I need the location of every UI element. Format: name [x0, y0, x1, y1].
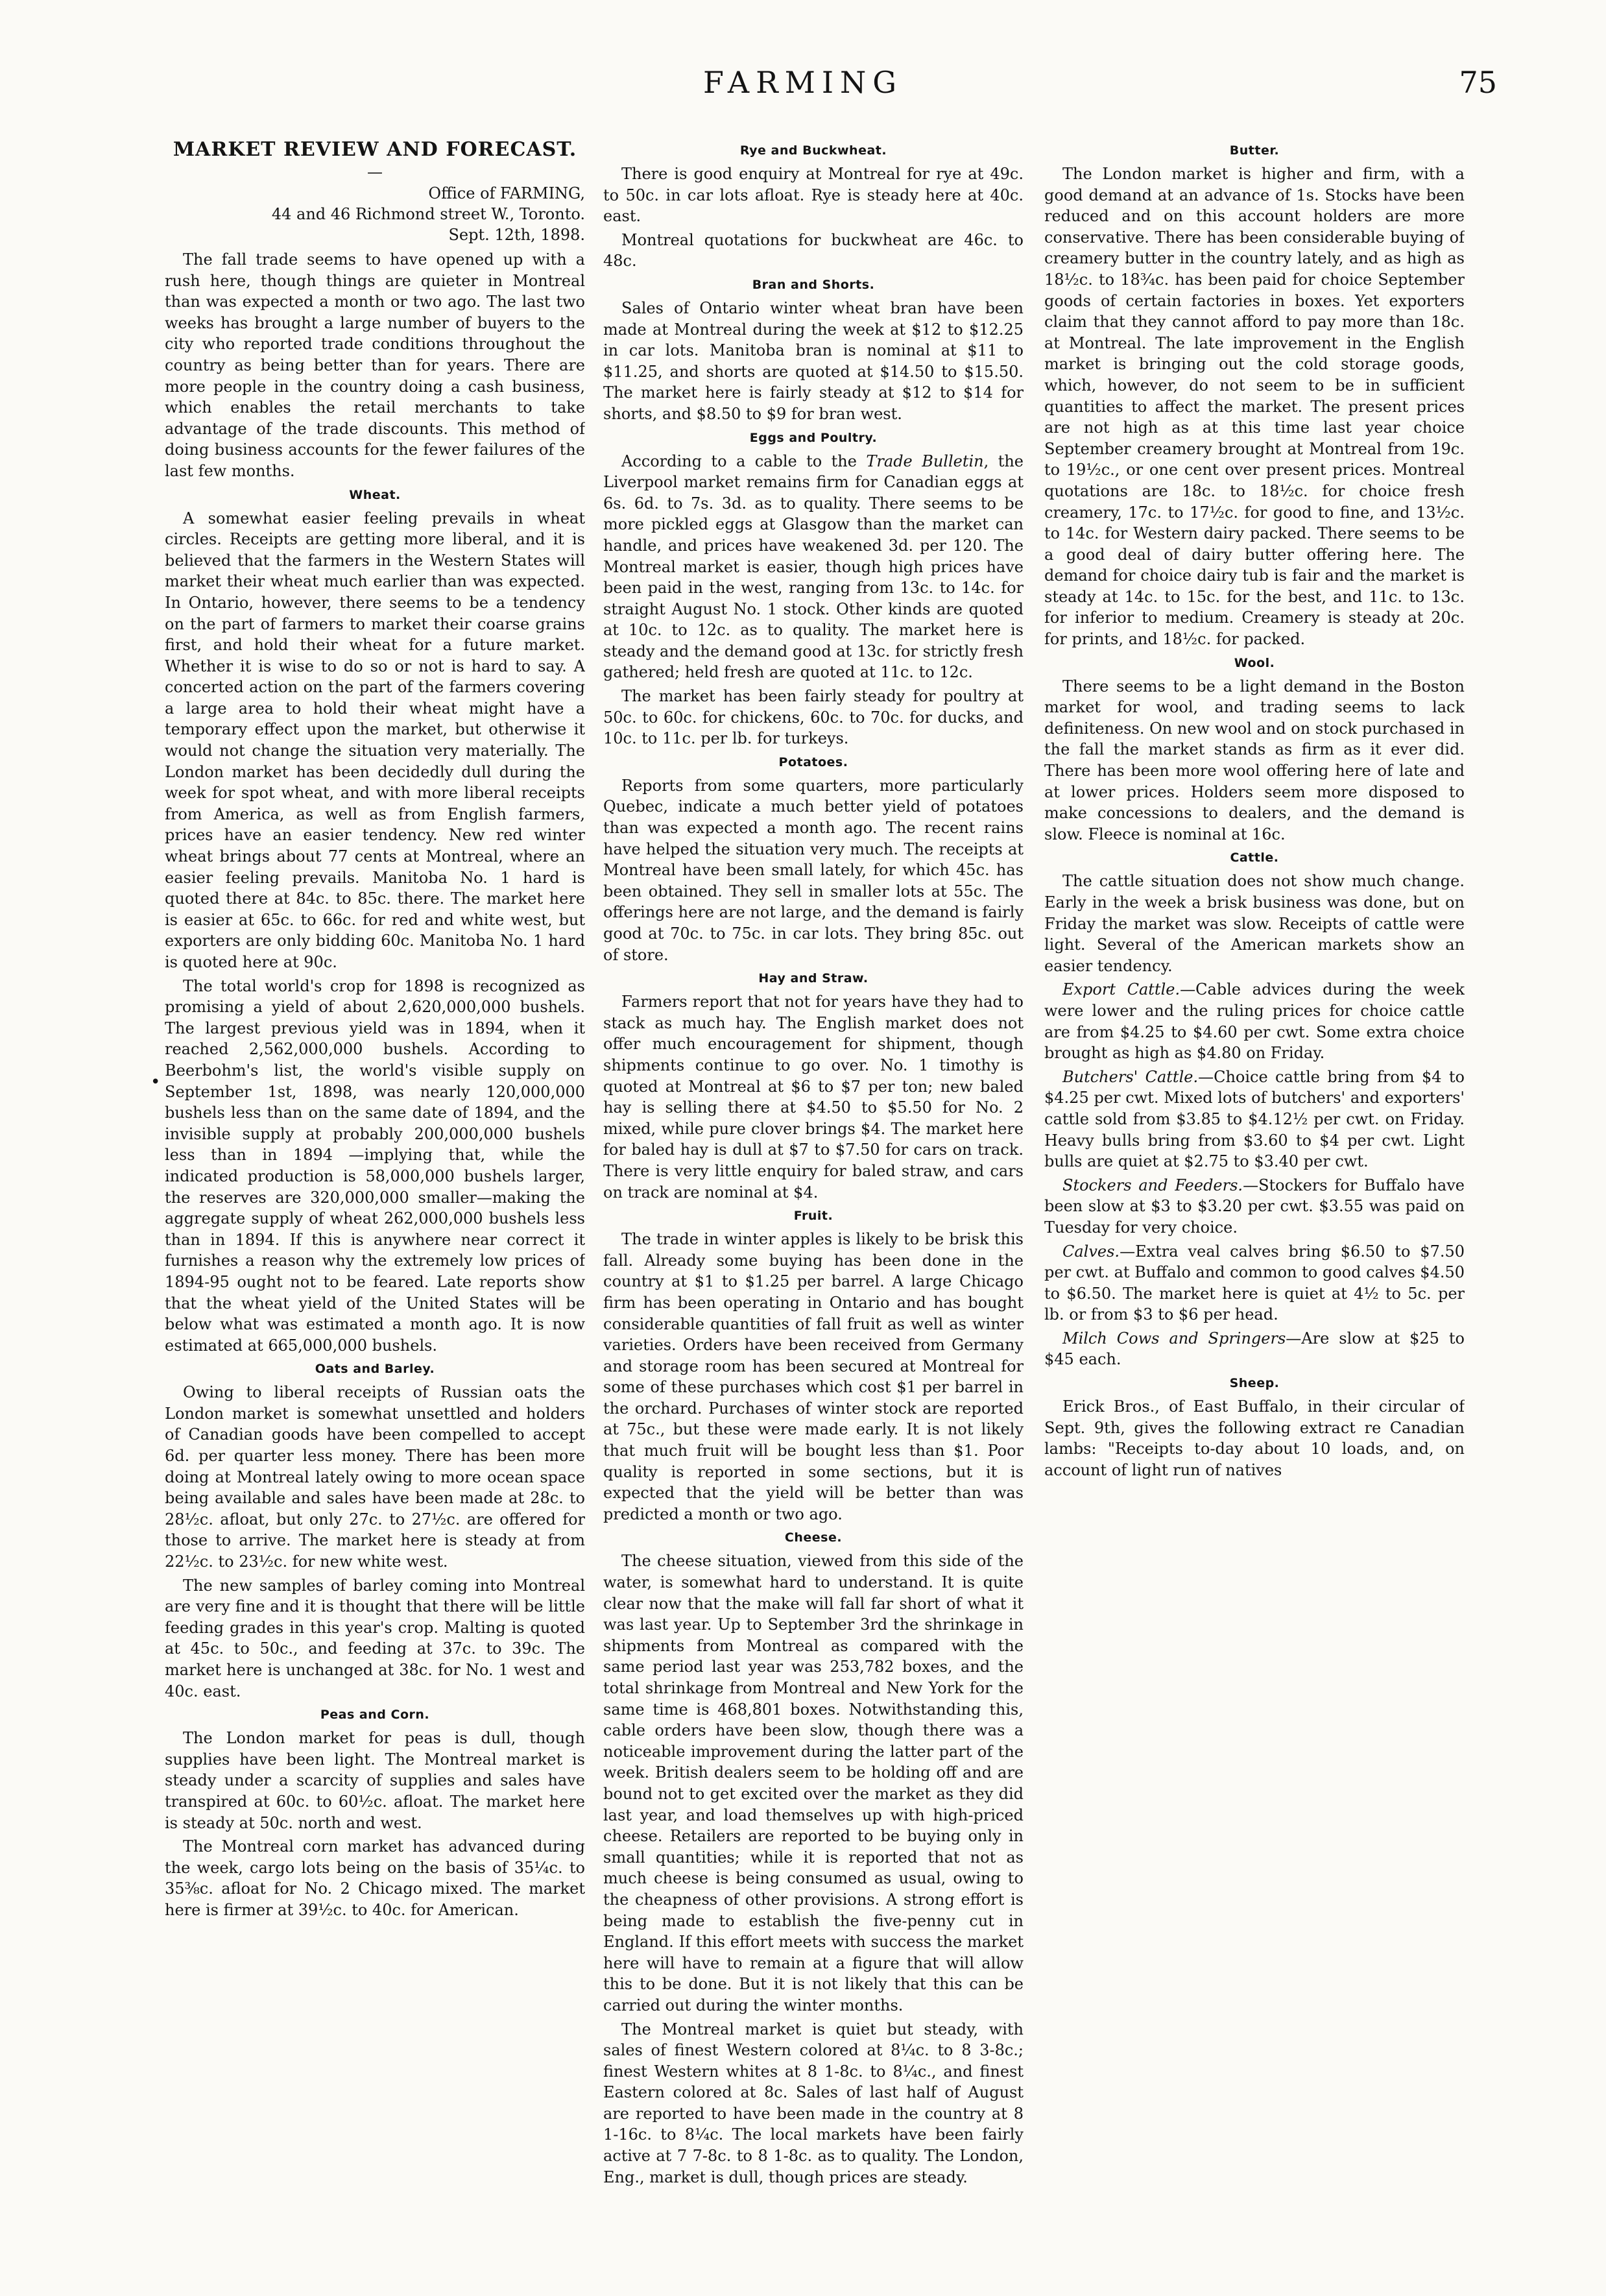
oats-paragraph-1: Owing to liberal receipts of Russian oats the London market is somewhat unsettled and holders of Canadian goods have been compelled to accept 6d. per quarter less money. There has been more doing at Montreal lately owing to more ocean space being available and sales have been made at 28c. to 28½c. afloat, but only 27c. to 27½c. are offered for those to arrive. The market here is steady at from 22½c. to 23½c. for new white west.	[165, 1383, 585, 1571]
rye-paragraph-1: There is good enquiry at Montreal for rye at 49c. to 50c. in car lots afloat. Rye is steady here at 40c. east.	[603, 165, 1024, 226]
cheese-paragraph-2: The Montreal market is quiet but steady, with sales of finest Western colored at 8¼c. to 8 3-8c.; finest Western whites at 8 1-8c. to 8¼c., and finest Eastern colored at 8c. Sales of last half of August are reported to have been made in the country at 8 1-16c. to 8¼c. The local markets have been fairly active at 7 7-8c. to 8 1-8c. as to quality. The London, Eng., market is dull, though prices are steady.	[603, 2020, 1024, 2186]
running-head	[0, 65, 1606, 117]
rye-paragraph-2: Montreal quotations for buckwheat are 46c. to 48c.	[603, 230, 1024, 271]
section-heading-peas: Peas and Corn.	[320, 1708, 430, 1722]
dateline	[165, 183, 585, 245]
calves-label: Calves.	[1062, 1242, 1120, 1261]
calves-paragraph	[1044, 1241, 1465, 1325]
milch-cows-label: Milch Cows and Springers	[1062, 1329, 1286, 1347]
address-line: 44 and 46 Richmond street W., Toronto.	[271, 205, 585, 223]
section-heading-cattle: Cattle.	[1230, 851, 1279, 865]
fruit-paragraph-1: The trade in winter apples is likely to be brisk this fall. Already some buying has been done in the country at $1 to $1.25 per barrel. A large Chicago firm has been operating in Ontario and has bought considerable quantities of fall fruit as well as winter varieties. Orders have been received from Germany and storage room has been secured at Montreal for some of these purchases which cost $1 per barrel in the orchard. Purchases of winter stock are reported at 75c., but these were made early. It is not likely that much fruit will be bought less than $1. Poor quality is reported in some sections, but it is expected that the yield will be better than was predicted a month or two ago.	[603, 1230, 1024, 1523]
export-cattle-paragraph	[1044, 979, 1465, 1063]
wheat-paragraph-1: A somewhat easier feeling prevails in wheat circles. Receipts are getting more liberal, and it is believed that the farmers in the Western States will market their wheat much earlier than was expected. In Ontario, however, there seems to be a tendency on the part of farmers to market their coarse grains first, and hold their wheat for a future market. Whether it is wise to do so or not is hard to say. A concerted action on the part of the farmers covering a large area to hold their wheat might have a temporary effect upon the market, but otherwise it would not change the situation very materially. The London market has been decidedly dull during the week for spot wheat, and with more liberal receipts from America, as well as from English farmers, prices have an easier tendency. New red winter wheat brings about 77 cents at Montreal, where an easier feeling prevails. Manitoba No. 1 hard is quoted there at 84c. to 85c. there. The market here is easier at 65c. to 66c. for red and white west, but exporters are only bidding 60c. Manitoba No. 1 hard is quoted here at 90c.	[165, 509, 585, 971]
section-heading-oats: Oats and Barley.	[315, 1362, 435, 1377]
wheat-paragraph-2: The total world's crop for 1898 is recognized as promising a yield of about 2,620,000,000 bushels. The largest previous yield was in 1894, when it reached 2,562,000,000 bushels. According to Beerbohm's list, the world's visible supply on September 1st, 1898, was nearly 120,000,000 bushels less than on the same date of 1894, and the invisible supply at probably 200,000,000 bushels less than in 1894 —implying that, while the indicated production is 58,000,000 bushels larger, the reserves are 320,000,000 smaller—making the aggregate supply of wheat 262,000,000 bushels less than in 1894. If this is anywhere near correct it furnishes a reason why the extremely low prices of 1894-95 ought not to be feared. Late reports show that the wheat yield of the United States will be below what was estimated a month ago. It is now estimated at 665,000,000 bushels.	[165, 976, 585, 1355]
peas-paragraph-2: The Montreal corn market has advanced during the week, cargo lots being on the basis of 35¼c. to 35⅜c. afloat for No. 2 Chicago mixed. The market here is firmer at 39½c. to 40c. for American.	[165, 1837, 585, 1919]
page-number: 75	[1459, 65, 1497, 100]
eggs-paragraph-1	[603, 451, 1024, 684]
stockers-paragraph	[1044, 1175, 1465, 1239]
section-heading-wheat: Wheat.	[349, 487, 401, 502]
article-title: MARKET REVIEW AND FORECAST.	[173, 138, 577, 161]
wool-paragraph-1: There seems to be a light demand in the Boston market for wool, and trading seems to lack definiteness. On new wool and on stock purchased in the fall the market stands as firm as it ever did. There has been more wool offering here of late and at lower prices. Holders seem more disposed to make concessions to dealers, and the demand is slow. Fleece is nominal at 16c.	[1044, 677, 1465, 843]
butchers-cattle-text: —Choice cattle bring from $4 to $4.25 per cwt. Mixed lots of butchers' and exporters' cattle sold from $3.85 to $4.12½ per cwt. on Friday. Heavy bulls bring from $3.60 to $4 per cwt. Light bulls are quiet at $2.75 to $3.40 per cwt.	[1044, 1067, 1465, 1171]
hay-paragraph-1: Farmers report that not for years have they had to stack as much hay. The English market does not offer much encouragement for shipment, though shipments continue to go over. No. 1 timothy is quoted at Montreal at $6 to $7 per ton; new baled hay is selling there at $4.50 to $5.50 for No. 2 mixed, while pure clover brings $4. The market here for baled hay is dull at $7 to $7.50 for cars on track. There is very little enquiry for baled straw, and cars on track are nominal at $4.	[603, 993, 1024, 1202]
butchers-cattle-paragraph	[1044, 1067, 1465, 1172]
section-heading-eggs: Eggs and Poultry.	[749, 430, 878, 445]
stockers-text: —Stockers for Buffalo have been slow at $3 to $3.20 per cwt. $3.55 was paid on Tuesday for very choice.	[1044, 1176, 1465, 1237]
section-heading-potatoes: Potatoes.	[778, 755, 848, 769]
milch-cows-paragraph	[1044, 1328, 1465, 1370]
oats-paragraph-2: The new samples of barley coming into Montreal are very fine and it is thought that there will be little feeding grades in this year's crop. Malting is quoted at 45c. to 50c., and feeding at 37c. to 39c. The market here is unchanged at 38c. for No. 1 west and 40c. east.	[165, 1576, 585, 1700]
title-rule: —	[367, 163, 383, 181]
cattle-paragraph-1: The cattle situation does not show much change. Early in the week a brisk business was done, but on Friday the market was slow. Receipts of cattle were light. Several of the American markets show an easier tendency.	[1044, 872, 1465, 975]
trade-bulletin-title: Trade Bulletin	[866, 452, 984, 470]
margin-bullet-mark: •	[150, 1072, 161, 1092]
section-heading-hay: Hay and Straw.	[758, 971, 869, 986]
section-heading-fruit: Fruit.	[793, 1209, 833, 1224]
butchers-cattle-label: Butchers' Cattle.	[1062, 1067, 1199, 1086]
column-2	[603, 138, 1024, 2272]
eggs-text-a: According to a cable to the	[621, 452, 867, 470]
section-heading-butter: Butter.	[1229, 143, 1280, 158]
stockers-label: Stockers and Feeders.	[1062, 1176, 1243, 1194]
butter-paragraph-1: The London market is higher and firm, with a good demand at an advance of 1s. Stocks have been reduced and on this account holders are more conservative. There has been considerable buying of creamery butter in the country lately, and as high as 18½c. to 18¾c. has been paid for choice September goods of certain factories in boxes. Yet exporters claim that they cannot afford to pay more than 18c. at Montreal. The late improvement in the English market is bringing out the cold storage goods, which, however, do not seem to be in sufficient quantities to affect the market. The present prices are not high as at this time last year choice September creamery brought at Montreal from 19c. to 19½c., or one cent over present prices. Montreal quotations are 18c. to 18½c. for choice fresh creamery, 17c. to 17½c. for good to fine, and 13½c. to 14c. for Western dairy packed. There seems to be a good deal of dairy butter offering here. The demand for choice dairy tub is fair and the market is steady at 14c. to 15c. for the best, and 11c. to 13c. for inferior to medium. Creamery is steady at 20c. for prints, and 18½c. for packed.	[1044, 165, 1465, 649]
section-heading-cheese: Cheese.	[784, 1530, 843, 1545]
date-line: Sept. 12th, 1898.	[448, 226, 585, 244]
section-heading-wool: Wool.	[1234, 655, 1275, 670]
section-heading-rye: Rye and Buckwheat.	[739, 143, 887, 158]
calves-text: —Extra veal calves bring $6.50 to $7.50 per cwt. at Buffalo and common to good calves $4.50 to $6.50. The market here is quiet at 4½ to 5c. per lb. or from $3 to $6 per head.	[1044, 1242, 1465, 1324]
bran-paragraph-1: Sales of Ontario winter wheat bran have been made at Montreal during the week at $12 to $12.25 in car lots. Manitoba bran is nominal at $11 to $11.25, and shorts are quoted at $14.50 to $15.50. The market here is fairly steady at $12 to $14 for shorts, and $8.50 to $9 for bran west.	[603, 298, 1024, 423]
milch-cows-text: —Are slow at $25 to $45 each.	[1044, 1329, 1465, 1369]
office-line: Office of FARMING,	[428, 184, 585, 202]
export-cattle-text: —Cable advices during the week were lower and the ruling prices for choice cattle are from $4.25 to $4.60 per cwt. Some extra choice brought as high as $4.80 on Friday.	[1044, 980, 1465, 1063]
section-heading-bran: Bran and Shorts.	[752, 277, 875, 292]
running-title: FARMING	[702, 65, 904, 100]
intro-paragraph: The fall trade seems to have opened up with a rush here, though things are quieter in Montreal than was expected a month or two ago. The last two weeks has brought a large number of buyers to the city who reported trade conditions throughout the country as being better than for years. There are more people in the country doing a cash business, which enables the retail merchants to take advantage of the trade discounts. This method of doing business accounts for the fewer failures of the last few months.	[165, 250, 585, 480]
eggs-paragraph-2: The market has been fairly steady for poultry at 50c. to 60c. for chickens, 60c. to 70c. for ducks, and 10c. to 11c. per lb. for turkeys.	[603, 687, 1024, 748]
peas-paragraph-1: The London market for peas is dull, though supplies have been light. The Montreal market is steady under a scarcity of supplies and sales have transpired at 60c. to 60½c. afloat. The market here is steady at 50c. north and west.	[165, 1729, 585, 1832]
export-cattle-label: Export Cattle.	[1062, 980, 1181, 999]
sheep-paragraph-1: Erick Bros., of East Buffalo, in their circular of Sept. 9th, gives the following extract re Canadian lambs: "Receipts to-day about 10 loads, and, on account of light run of natives	[1044, 1397, 1465, 1479]
eggs-text-b: , the Liverpool market remains firm for Canadian eggs at 6s. 6d. to 7s. 3d. as to quality. There seems to be more pickled eggs at Glasgow than the market can handle, and prices have weakened 3d. per 120. The Montreal market is easier, though high prices have been paid in the west, ranging from 13c. to 14c. for straight August No. 1 stock. Other kinds are quoted at 10c. to 12c. as to quality. The market here is steady and the demand good at 13c. for strictly fresh gathered; held fresh are quoted at 11c. to 12c.	[603, 452, 1024, 682]
column-3	[1044, 138, 1465, 2272]
column-1	[165, 138, 585, 2272]
potatoes-paragraph-1: Reports from some quarters, more particularly Quebec, indicate a much better yield of potatoes than was expected a month ago. The recent rains have helped the situation very much. The receipts at Montreal have been small lately, for which 45c. has been obtained. They sell in smaller lots at 55c. The offerings here are not large, and the demand is fairly good at 70c. to 75c. in car lots. They bring 85c. out of store.	[603, 776, 1024, 964]
section-heading-sheep: Sheep.	[1229, 1376, 1280, 1391]
cheese-paragraph-1: The cheese situation, viewed from this side of the water, is somewhat hard to understand. It is quite clear now that the make will fall far short of what it was last year. Up to September 3rd the shrinkage in shipments from Montreal as compared with the same period last year was 253,782 boxes, and the total shrinkage from Montreal and New York for the same time is 468,801 boxes. Notwithstanding this, cable orders have been slow, though there was a noticeable improvement during the latter part of the week. British dealers seem to be holding off and are bound not to get excited over the market as they did last year, and load themselves up with high-priced cheese. Retailers are reported to be buying only in small quantities; while it is reported that not as much cheese is being consumed as usual, owing to the cheapness of other provisions. A strong effort is being made to establish the five-penny cut in England. If this effort meets with success the market here will have to remain at a figure that will allow this to be done. But it is not likely that this can be carried out during the winter months.	[603, 1552, 1024, 2014]
